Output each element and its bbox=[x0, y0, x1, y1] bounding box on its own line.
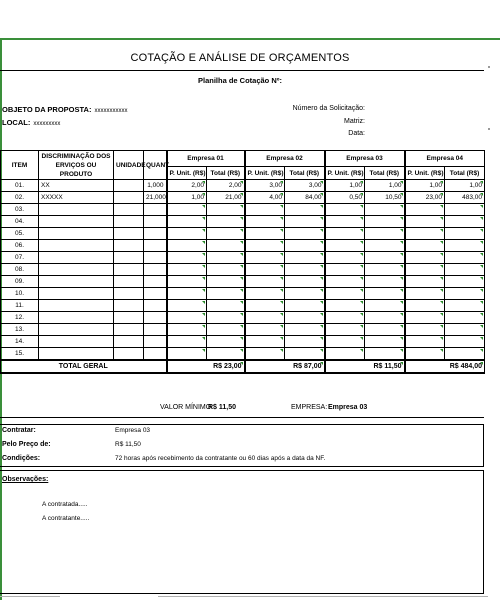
preco-value[interactable]: R$ 11,50 bbox=[115, 441, 141, 448]
unit-price-cell[interactable] bbox=[245, 240, 285, 252]
total-geral-row bbox=[1, 360, 485, 373]
matriz-label: Matriz: bbox=[344, 118, 365, 125]
quant-cell[interactable] bbox=[144, 288, 167, 300]
empresa-value[interactable]: Empresa 03 bbox=[328, 404, 368, 411]
total-price-cell[interactable] bbox=[445, 288, 485, 300]
quant-cell[interactable] bbox=[144, 276, 167, 288]
unit-price-cell[interactable] bbox=[167, 300, 207, 312]
table-row bbox=[1, 312, 485, 324]
item-cell: 04. bbox=[1, 216, 39, 228]
unit-price-cell[interactable] bbox=[167, 348, 207, 360]
quant-cell[interactable] bbox=[144, 324, 167, 336]
edge-mark bbox=[488, 128, 490, 130]
total-price-cell[interactable] bbox=[445, 300, 485, 312]
total-price-cell[interactable] bbox=[365, 216, 405, 228]
total-price-cell[interactable] bbox=[445, 228, 485, 240]
valor-minimo-label: VALOR MÍNIMO: bbox=[160, 404, 214, 411]
unidade-cell[interactable] bbox=[114, 252, 144, 264]
company-header: Empresa 02 bbox=[245, 151, 325, 167]
unit-price-cell[interactable] bbox=[167, 240, 207, 252]
unit-price-cell[interactable] bbox=[405, 336, 445, 348]
unit-price-cell[interactable] bbox=[167, 252, 207, 264]
unit-price-cell[interactable]: 2,00 bbox=[167, 180, 207, 192]
discriminacao-cell[interactable]: XX bbox=[39, 180, 114, 192]
unit-price-cell[interactable] bbox=[325, 276, 365, 288]
total-price-cell[interactable] bbox=[445, 348, 485, 360]
total-price-cell[interactable] bbox=[445, 252, 485, 264]
item-cell: 02. bbox=[1, 192, 39, 204]
unit-price-cell[interactable]: 23,00 bbox=[405, 192, 445, 204]
discriminacao-cell[interactable] bbox=[39, 324, 114, 336]
item-cell: 14. bbox=[1, 336, 39, 348]
item-cell: 09. bbox=[1, 276, 39, 288]
discriminacao-cell[interactable] bbox=[39, 276, 114, 288]
total-price-cell[interactable] bbox=[207, 204, 245, 216]
contratar-value[interactable]: Empresa 03 bbox=[115, 427, 151, 434]
unidade-cell[interactable] bbox=[114, 336, 144, 348]
total-price-cell[interactable] bbox=[207, 264, 245, 276]
edge-mark bbox=[488, 66, 490, 68]
unidade-cell[interactable] bbox=[114, 276, 144, 288]
objeto-value[interactable]: xxxxxxxxxxx bbox=[94, 108, 128, 114]
total-price-cell[interactable] bbox=[365, 228, 405, 240]
item-cell: 08. bbox=[1, 264, 39, 276]
contratar-label: Contratar: bbox=[2, 427, 36, 434]
unit-price-header: P. Unit. (R$) bbox=[325, 167, 365, 180]
discriminacao-cell[interactable] bbox=[39, 228, 114, 240]
total-price-cell[interactable] bbox=[207, 240, 245, 252]
total-value[interactable]: R$ 484,00 bbox=[405, 360, 485, 373]
unit-price-cell[interactable] bbox=[325, 312, 365, 324]
total-price-cell[interactable] bbox=[207, 252, 245, 264]
total-value[interactable]: R$ 23,00 bbox=[167, 360, 245, 373]
unit-price-cell[interactable] bbox=[245, 312, 285, 324]
unit-price-cell[interactable] bbox=[245, 216, 285, 228]
unidade-cell[interactable] bbox=[114, 288, 144, 300]
table-row bbox=[1, 300, 485, 312]
unit-price-cell[interactable] bbox=[245, 204, 285, 216]
total-price-cell[interactable]: 1,00 bbox=[445, 180, 485, 192]
unit-price-cell[interactable] bbox=[167, 288, 207, 300]
unidade-cell[interactable] bbox=[114, 180, 144, 192]
table-row bbox=[1, 180, 485, 192]
item-cell: 03. bbox=[1, 204, 39, 216]
quant-cell[interactable] bbox=[144, 348, 167, 360]
empresa-label: EMPRESA: bbox=[291, 404, 328, 411]
unit-price-cell[interactable] bbox=[245, 348, 285, 360]
total-price-cell[interactable] bbox=[285, 216, 325, 228]
unit-price-cell[interactable] bbox=[405, 324, 445, 336]
total-price-cell[interactable] bbox=[285, 324, 325, 336]
unit-price-cell[interactable] bbox=[245, 276, 285, 288]
quant-cell[interactable] bbox=[144, 216, 167, 228]
unidade-cell[interactable] bbox=[114, 192, 144, 204]
objeto-field bbox=[2, 105, 127, 114]
objeto-label: OBJETO DA PROPOSTA: bbox=[2, 105, 92, 114]
total-price-cell[interactable] bbox=[445, 216, 485, 228]
col-item-header: ITEM bbox=[1, 151, 39, 180]
title-divider bbox=[0, 70, 484, 71]
item-cell: 13. bbox=[1, 324, 39, 336]
table-row bbox=[1, 336, 485, 348]
observacoes-label: Observações: bbox=[2, 476, 49, 483]
total-price-cell[interactable] bbox=[365, 348, 405, 360]
total-price-cell[interactable] bbox=[365, 312, 405, 324]
unit-price-cell[interactable] bbox=[167, 276, 207, 288]
unit-price-cell[interactable] bbox=[325, 264, 365, 276]
total-price-cell[interactable] bbox=[285, 336, 325, 348]
unit-price-cell[interactable] bbox=[245, 252, 285, 264]
bottom-scroll-stub bbox=[158, 596, 488, 600]
total-price-cell[interactable] bbox=[207, 216, 245, 228]
item-cell: 05. bbox=[1, 228, 39, 240]
total-price-cell[interactable]: 21,00 bbox=[207, 192, 245, 204]
total-price-cell[interactable] bbox=[445, 324, 485, 336]
item-cell: 11. bbox=[1, 300, 39, 312]
col-discriminacao-header bbox=[39, 151, 114, 180]
quant-cell[interactable] bbox=[144, 336, 167, 348]
unit-price-cell[interactable] bbox=[405, 276, 445, 288]
total-price-cell[interactable] bbox=[365, 240, 405, 252]
unit-price-cell[interactable] bbox=[405, 348, 445, 360]
total-price-header: Total (R$) bbox=[365, 167, 405, 180]
unit-price-cell[interactable] bbox=[245, 288, 285, 300]
unit-price-cell[interactable] bbox=[405, 216, 445, 228]
quotation-table bbox=[0, 150, 485, 374]
total-price-cell[interactable] bbox=[365, 204, 405, 216]
unit-price-cell[interactable] bbox=[245, 264, 285, 276]
unit-price-cell[interactable] bbox=[325, 228, 365, 240]
discriminacao-cell[interactable] bbox=[39, 288, 114, 300]
unit-price-cell[interactable] bbox=[167, 336, 207, 348]
quant-cell[interactable] bbox=[144, 240, 167, 252]
total-price-cell[interactable] bbox=[207, 348, 245, 360]
discriminacao-cell[interactable] bbox=[39, 252, 114, 264]
total-price-header: Total (R$) bbox=[285, 167, 325, 180]
unit-price-cell[interactable]: 4,00 bbox=[245, 192, 285, 204]
total-price-cell[interactable] bbox=[365, 288, 405, 300]
document-title: COTAÇÃO E ANÁLISE DE ORÇAMENTOS bbox=[130, 52, 350, 64]
unit-price-cell[interactable] bbox=[405, 240, 445, 252]
local-label: LOCAL: bbox=[2, 118, 31, 127]
discriminacao-cell[interactable] bbox=[39, 336, 114, 348]
unit-price-cell[interactable] bbox=[245, 300, 285, 312]
discriminacao-cell[interactable] bbox=[39, 300, 114, 312]
discriminacao-cell[interactable] bbox=[39, 312, 114, 324]
table-row bbox=[1, 264, 485, 276]
unit-price-cell[interactable]: 1,00 bbox=[167, 192, 207, 204]
total-price-cell[interactable] bbox=[207, 312, 245, 324]
sheet-top-border bbox=[0, 38, 500, 40]
unit-price-cell[interactable] bbox=[167, 324, 207, 336]
total-price-cell[interactable] bbox=[365, 252, 405, 264]
unidade-cell[interactable] bbox=[114, 324, 144, 336]
col-disc-line2: ERVIÇOS OU PRODUTO bbox=[55, 161, 97, 178]
total-price-cell[interactable] bbox=[285, 252, 325, 264]
unit-price-cell[interactable] bbox=[325, 324, 365, 336]
unit-price-header: P. Unit. (R$) bbox=[167, 167, 207, 180]
unit-price-cell[interactable]: 0,50 bbox=[325, 192, 365, 204]
total-price-cell[interactable] bbox=[285, 264, 325, 276]
document-subtitle: Planilha de Cotação Nº: bbox=[197, 76, 282, 85]
total-price-cell[interactable] bbox=[207, 324, 245, 336]
unit-price-cell[interactable] bbox=[325, 252, 365, 264]
total-price-cell[interactable] bbox=[365, 336, 405, 348]
total-price-header: Total (R$) bbox=[207, 167, 245, 180]
unit-price-header: P. Unit. (R$) bbox=[405, 167, 445, 180]
table-row bbox=[1, 276, 485, 288]
unit-price-cell[interactable]: 1,00 bbox=[325, 180, 365, 192]
total-price-cell[interactable] bbox=[207, 276, 245, 288]
discriminacao-cell[interactable] bbox=[39, 264, 114, 276]
unit-price-cell[interactable] bbox=[325, 348, 365, 360]
total-geral-label: TOTAL GERAL bbox=[1, 360, 167, 373]
unidade-cell[interactable] bbox=[114, 204, 144, 216]
quant-cell[interactable] bbox=[144, 228, 167, 240]
quant-cell[interactable] bbox=[144, 252, 167, 264]
col-disc-line1: DISCRIMINAÇÃO DOS bbox=[41, 152, 111, 160]
discriminacao-cell[interactable] bbox=[39, 204, 114, 216]
col-unidade-header: UNIDADE bbox=[114, 151, 144, 180]
observacao-line[interactable]: A contratante..... bbox=[42, 515, 90, 522]
unit-price-cell[interactable] bbox=[405, 264, 445, 276]
unit-price-cell[interactable] bbox=[167, 264, 207, 276]
quant-cell[interactable] bbox=[144, 300, 167, 312]
unit-price-cell[interactable] bbox=[405, 252, 445, 264]
item-cell: 15. bbox=[1, 348, 39, 360]
total-price-cell[interactable] bbox=[365, 300, 405, 312]
unit-price-cell[interactable] bbox=[325, 336, 365, 348]
item-cell: 07. bbox=[1, 252, 39, 264]
col-quant-header: QUANT bbox=[144, 151, 167, 180]
discriminacao-cell[interactable] bbox=[39, 240, 114, 252]
unit-price-cell[interactable] bbox=[405, 312, 445, 324]
total-price-cell[interactable] bbox=[445, 276, 485, 288]
total-price-cell[interactable] bbox=[445, 240, 485, 252]
unit-price-cell[interactable] bbox=[405, 204, 445, 216]
unidade-cell[interactable] bbox=[114, 312, 144, 324]
total-value[interactable]: R$ 87,00 bbox=[245, 360, 325, 373]
local-value[interactable]: xxxxxxxxx bbox=[33, 121, 61, 127]
unit-price-cell[interactable] bbox=[405, 228, 445, 240]
table-row bbox=[1, 192, 485, 204]
sheet-right-margin bbox=[484, 40, 500, 596]
unit-price-cell[interactable] bbox=[245, 324, 285, 336]
condicoes-value[interactable]: 72 horas após recebimento da contratante ou 60 dias após a data da NF. bbox=[115, 455, 326, 462]
total-price-cell[interactable] bbox=[285, 204, 325, 216]
total-price-cell[interactable] bbox=[445, 204, 485, 216]
total-price-cell[interactable] bbox=[285, 288, 325, 300]
table-row bbox=[1, 288, 485, 300]
total-price-cell[interactable] bbox=[285, 300, 325, 312]
unit-price-cell[interactable] bbox=[245, 336, 285, 348]
discriminacao-cell[interactable] bbox=[39, 216, 114, 228]
unit-price-cell[interactable] bbox=[167, 228, 207, 240]
observacoes-section bbox=[0, 470, 484, 594]
item-cell: 10. bbox=[1, 288, 39, 300]
total-price-cell[interactable] bbox=[365, 276, 405, 288]
unidade-cell[interactable] bbox=[114, 300, 144, 312]
total-price-cell[interactable]: 2,00 bbox=[207, 180, 245, 192]
unit-price-cell[interactable] bbox=[167, 312, 207, 324]
unidade-cell[interactable] bbox=[114, 228, 144, 240]
quant-cell[interactable] bbox=[144, 312, 167, 324]
data-label: Data: bbox=[348, 130, 365, 137]
unidade-cell[interactable] bbox=[114, 348, 144, 360]
unit-price-cell[interactable] bbox=[325, 288, 365, 300]
unidade-cell[interactable] bbox=[114, 240, 144, 252]
quant-cell[interactable] bbox=[144, 204, 167, 216]
total-price-cell[interactable] bbox=[207, 228, 245, 240]
table-row bbox=[1, 252, 485, 264]
table-row bbox=[1, 204, 485, 216]
total-price-cell[interactable] bbox=[285, 228, 325, 240]
observacao-line[interactable]: A contratada..... bbox=[42, 501, 88, 508]
total-price-cell[interactable]: 84,00 bbox=[285, 192, 325, 204]
total-price-cell[interactable]: 1,00 bbox=[365, 180, 405, 192]
table-row bbox=[1, 348, 485, 360]
unit-price-cell[interactable] bbox=[405, 288, 445, 300]
valor-minimo-row bbox=[0, 398, 484, 418]
item-cell: 12. bbox=[1, 312, 39, 324]
table-row bbox=[1, 324, 485, 336]
total-price-cell[interactable]: 483,00 bbox=[445, 192, 485, 204]
total-price-cell[interactable] bbox=[207, 336, 245, 348]
quant-cell[interactable]: 1,000 bbox=[144, 180, 167, 192]
table-header-row bbox=[1, 151, 485, 167]
table-row bbox=[1, 228, 485, 240]
table-row bbox=[1, 240, 485, 252]
unit-price-cell[interactable] bbox=[325, 204, 365, 216]
item-cell: 01. bbox=[1, 180, 39, 192]
unit-price-cell[interactable] bbox=[325, 300, 365, 312]
local-field bbox=[2, 118, 60, 127]
total-value[interactable]: R$ 11,50 bbox=[325, 360, 405, 373]
preco-label: Pelo Preço de: bbox=[2, 441, 51, 448]
item-cell: 06. bbox=[1, 240, 39, 252]
total-price-cell[interactable] bbox=[285, 276, 325, 288]
total-price-cell[interactable] bbox=[207, 300, 245, 312]
discriminacao-cell[interactable]: XXXXX bbox=[39, 192, 114, 204]
condicoes-label: Condições: bbox=[2, 455, 41, 462]
bottom-scroll-stub bbox=[0, 596, 60, 600]
unit-price-cell[interactable] bbox=[325, 216, 365, 228]
company-header: Empresa 01 bbox=[167, 151, 245, 167]
unit-price-cell[interactable] bbox=[167, 204, 207, 216]
unidade-cell[interactable] bbox=[114, 216, 144, 228]
unit-price-cell[interactable] bbox=[167, 216, 207, 228]
solicitacao-label: Número da Solicitação: bbox=[292, 105, 365, 112]
total-price-cell[interactable] bbox=[445, 312, 485, 324]
total-price-header: Total (R$) bbox=[445, 167, 485, 180]
discriminacao-cell[interactable] bbox=[39, 348, 114, 360]
table-row bbox=[1, 216, 485, 228]
total-price-cell[interactable]: 10,50 bbox=[365, 192, 405, 204]
unit-price-cell[interactable] bbox=[405, 300, 445, 312]
total-price-cell[interactable] bbox=[285, 348, 325, 360]
unidade-cell[interactable] bbox=[114, 264, 144, 276]
total-price-cell[interactable] bbox=[285, 312, 325, 324]
total-price-cell[interactable] bbox=[285, 240, 325, 252]
total-price-cell[interactable]: 3,00 bbox=[285, 180, 325, 192]
quant-cell[interactable] bbox=[144, 264, 167, 276]
total-price-cell[interactable] bbox=[445, 264, 485, 276]
total-price-cell[interactable] bbox=[365, 324, 405, 336]
contract-section bbox=[0, 424, 484, 467]
total-price-cell[interactable] bbox=[207, 288, 245, 300]
company-header: Empresa 03 bbox=[325, 151, 405, 167]
unit-price-cell[interactable]: 1,00 bbox=[405, 180, 445, 192]
quant-cell[interactable]: 21,000 bbox=[144, 192, 167, 204]
total-price-cell[interactable] bbox=[445, 336, 485, 348]
valor-minimo-value[interactable]: R$ 11,50 bbox=[208, 404, 237, 411]
unit-price-cell[interactable]: 3,00 bbox=[245, 180, 285, 192]
unit-price-cell[interactable] bbox=[325, 240, 365, 252]
unit-price-cell[interactable] bbox=[245, 228, 285, 240]
total-price-cell[interactable] bbox=[365, 264, 405, 276]
company-header: Empresa 04 bbox=[405, 151, 485, 167]
unit-price-header: P. Unit. (R$) bbox=[245, 167, 285, 180]
